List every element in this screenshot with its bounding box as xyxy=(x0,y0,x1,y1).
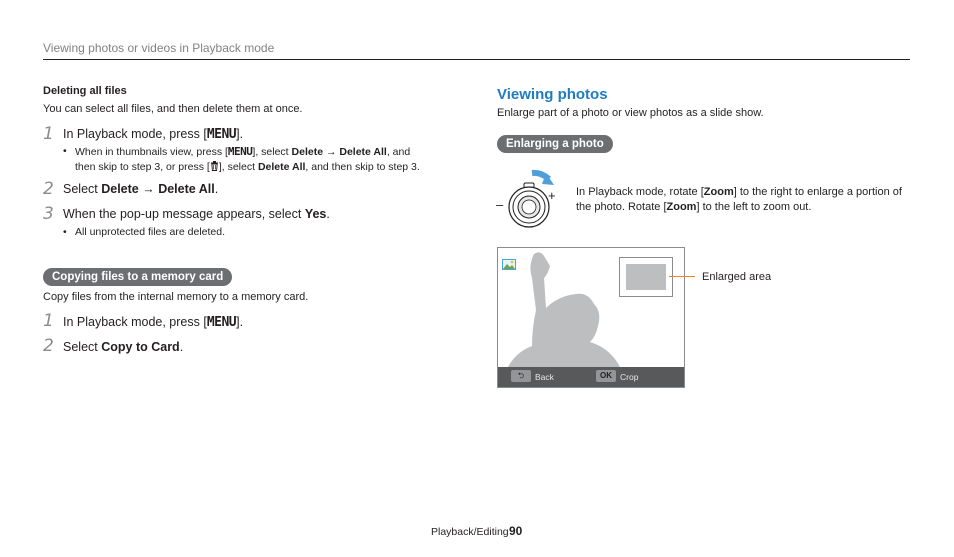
zoom-text: ] to the right to enlarge a portion of xyxy=(733,186,902,198)
bold-text: Zoom xyxy=(666,201,697,213)
step-number: 1 xyxy=(43,124,54,144)
bold-text: Delete xyxy=(101,182,139,196)
bold-text: Delete xyxy=(291,146,324,158)
crop-label: Crop xyxy=(620,372,639,382)
zoom-instructions xyxy=(576,185,916,215)
menu-key: MENU xyxy=(206,315,237,330)
footer-section: Playback/Editing xyxy=(431,526,509,538)
step-number: 2 xyxy=(43,336,54,356)
trash-icon xyxy=(210,161,219,173)
bold-text: Delete All xyxy=(339,146,387,158)
step-text: In Playback mode, press [ xyxy=(63,127,207,141)
bold-text: Yes xyxy=(304,207,327,221)
enlarged-area-fill xyxy=(626,264,666,290)
page-number: 90 xyxy=(509,524,523,538)
step-text: Select xyxy=(63,340,102,354)
zoom-line-2 xyxy=(576,200,916,215)
zoom-text: ] to the left to zoom out. xyxy=(696,201,812,213)
bullet-text: ], select xyxy=(252,146,292,158)
step-text: . xyxy=(179,340,184,354)
step-text: . xyxy=(326,207,330,221)
bold-text: Copy to Card xyxy=(101,340,180,354)
back-label: Back xyxy=(535,372,554,382)
copying-desc: Copy files from the internal memory to a memory card. xyxy=(43,291,309,303)
step-text: When the pop-up message appears, select xyxy=(63,207,305,221)
zoom-minus: – xyxy=(496,197,504,212)
delete-step-3 xyxy=(63,207,330,221)
step-text: ]. xyxy=(236,127,244,141)
section-desc: Enlarge part of a photo or view photos as a slide show. xyxy=(497,107,764,119)
bullet-text: , and xyxy=(386,146,411,158)
step-text: ]. xyxy=(236,315,244,329)
step-number: 2 xyxy=(43,179,54,199)
arrow-text: → xyxy=(138,182,159,196)
bullet-text: When in thumbnails view, press [ xyxy=(75,146,228,158)
enlarged-area-box xyxy=(619,257,673,297)
delete-step-1 xyxy=(63,127,243,142)
header-rule xyxy=(43,59,910,60)
deleting-desc: You can select all files, and then delete them at once. xyxy=(43,103,303,115)
zoom-text: In Playback mode, rotate [ xyxy=(576,186,704,198)
deleting-heading: Deleting all files xyxy=(43,85,127,97)
bullet-text: , and then skip to step 3. xyxy=(305,161,420,173)
copy-step-2 xyxy=(63,340,183,354)
step-text: In Playback mode, press [ xyxy=(63,315,207,329)
step-number: 1 xyxy=(43,311,54,331)
bullet-line-1 xyxy=(75,144,455,160)
ok-key-icon: OK xyxy=(596,370,616,382)
delete-bullet-1 xyxy=(75,144,455,175)
delete-step-2 xyxy=(63,182,218,196)
bullet-dot: • xyxy=(63,145,67,157)
zoom-line-1 xyxy=(576,185,916,200)
delete-bullet-2: All unprotected files are deleted. xyxy=(75,226,226,238)
menu-key: MENU xyxy=(206,127,237,142)
camera-screen xyxy=(497,247,685,388)
back-key-icon: ⮌ xyxy=(511,370,531,382)
bold-text: Zoom xyxy=(703,186,734,198)
enlarged-area-label: Enlarged area xyxy=(702,271,772,283)
bullet-text: ], select xyxy=(218,161,258,173)
page-header: Viewing photos or videos in Playback mode xyxy=(43,41,275,55)
screen-button-bar xyxy=(498,367,684,387)
bullet-line-2 xyxy=(75,160,455,175)
section-title: Viewing photos xyxy=(497,86,608,103)
step-number: 3 xyxy=(43,204,54,224)
arrow-text: → xyxy=(323,146,340,158)
step-text: Select xyxy=(63,182,102,196)
copying-pill: Copying files to a memory card xyxy=(43,268,232,286)
bold-text: Delete All xyxy=(158,182,215,196)
zoom-plus: + xyxy=(548,188,556,203)
enlarging-pill: Enlarging a photo xyxy=(497,135,613,153)
step-text: . xyxy=(214,182,219,196)
bold-text: Delete All xyxy=(257,161,306,173)
copy-step-1 xyxy=(63,315,243,330)
zoom-text: the photo. Rotate [ xyxy=(576,201,667,213)
bullet-text: then skip to step 3, or press [ xyxy=(75,161,210,173)
callout-line xyxy=(669,276,695,277)
menu-key: MENU xyxy=(227,145,253,158)
bullet-dot: • xyxy=(63,226,67,238)
